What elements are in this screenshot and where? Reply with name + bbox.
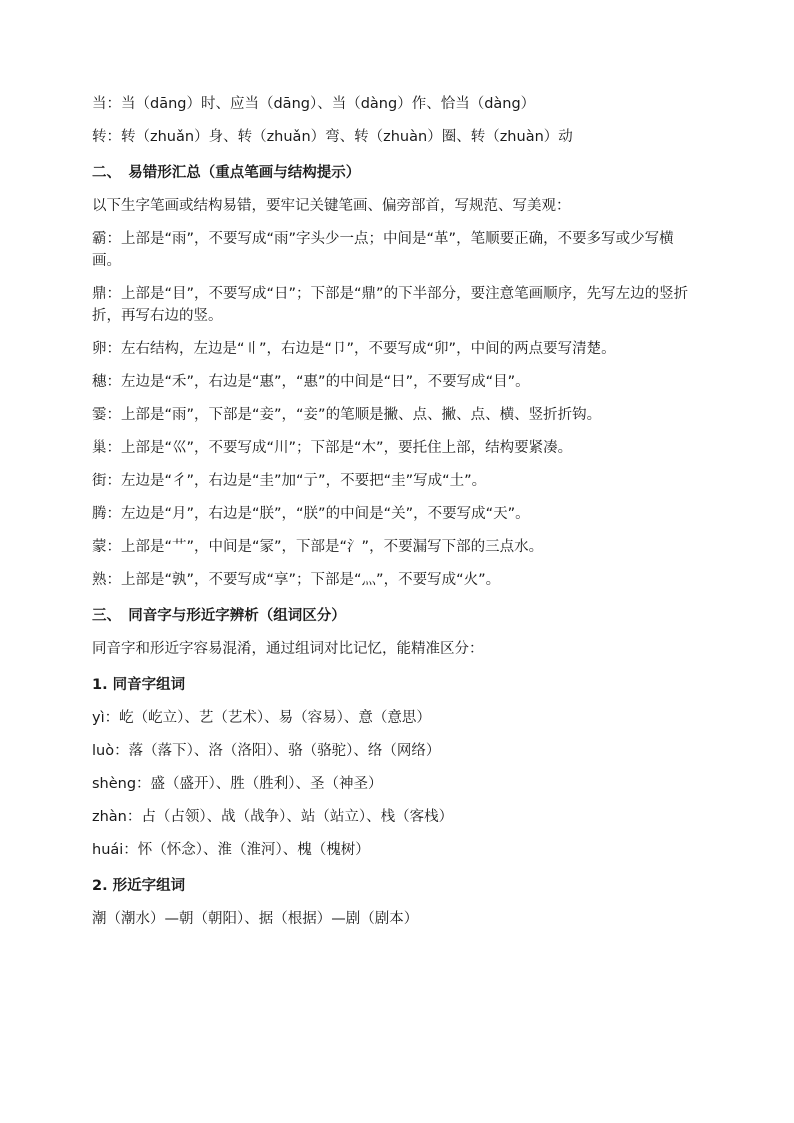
document-body [92, 93, 702, 941]
homophone-luo: luò：落（落下）、洛（洛阳）、骆（骆驼）、络（网络） [92, 743, 441, 759]
error-item-luan: 卵：左右结构，左边是“〢”，右边是“卩”，不要写成“卯”，中间的两点要写清楚。 [92, 341, 616, 357]
error-item-ding: 鼎：上部是“目”，不要写成“日”；下部是“鼎”的下半部分，要注意笔画顺序，先写左边的竖折折，再写右边的竖。 [92, 286, 689, 324]
error-item-shu: 熟：上部是“孰”，不要写成“享”；下部是“灬”，不要写成“火”。 [92, 572, 501, 588]
error-item-teng: 腾：左边是“月”，右边是“朕”，“朕”的中间是“关”，不要写成“天”。 [92, 506, 530, 522]
section-2-intro: 以下生字笔画或结构易错，要牢记关键笔画、偏旁部首，写规范、写美观： [92, 198, 571, 214]
pron-line-zhuan: 转：转（zhuǎn）身、转（zhuǎn）弯、转（zhuàn）圈、转（zhuàn）动 [92, 129, 573, 145]
homophone-huai: huái：怀（怀念）、淮（淮河）、槐（槐树） [92, 842, 370, 858]
similar-form-line: 潮（潮水）—朝（朝阳）、据（根据）—剧（剧本） [92, 911, 419, 927]
error-item-jie: 街：左边是“彳”，右边是“圭”加“亍”，不要把“圭”写成“土”。 [92, 473, 487, 489]
section-3-intro: 同音字和形近字容易混淆，通过组词对比记忆，能精准区分： [92, 641, 484, 657]
section-3-heading: 三、 同音字与形近字辨析（组词区分） [92, 608, 346, 624]
pron-line-dang: 当：当（dāng）时、应当（dāng）、当（dàng）作、恰当（dàng） [92, 96, 536, 112]
subsection-similar-forms-heading: 2. 形近字组词 [92, 878, 186, 894]
homophone-yi: yì：屹（屹立）、艺（艺术）、易（容易）、意（意思） [92, 710, 431, 726]
error-item-sha: 霎：上部是“雨”，下部是“妾”，“妾”的笔顺是撇、点、撇、点、横、竖折折钩。 [92, 407, 602, 423]
error-item-ba: 霸：上部是“雨”，不要写成“雨”字头少一点；中间是“革”，笔顺要正确，不要多写或少写横画。 [92, 231, 674, 269]
error-item-sui: 穗：左边是“禾”，右边是“惠”，“惠”的中间是“日”，不要写成“目”。 [92, 374, 530, 390]
subsection-homophones-heading: 1. 同音字组词 [92, 677, 186, 693]
error-item-chao: 巢：上部是“巛”，不要写成“川”；下部是“木”，要托住上部，结构要紧凑。 [92, 440, 573, 456]
error-item-meng: 蒙：上部是“艹”，中间是“冡”，下部是“氵”，不要漏写下部的三点水。 [92, 539, 544, 555]
homophone-sheng: shèng：盛（盛开）、胜（胜利）、圣（神圣） [92, 776, 383, 792]
homophone-zhan: zhàn：占（占领）、战（战争）、站（站立）、栈（客栈） [92, 809, 454, 825]
section-2-heading: 二、 易错形汇总（重点笔画与结构提示） [92, 165, 361, 181]
